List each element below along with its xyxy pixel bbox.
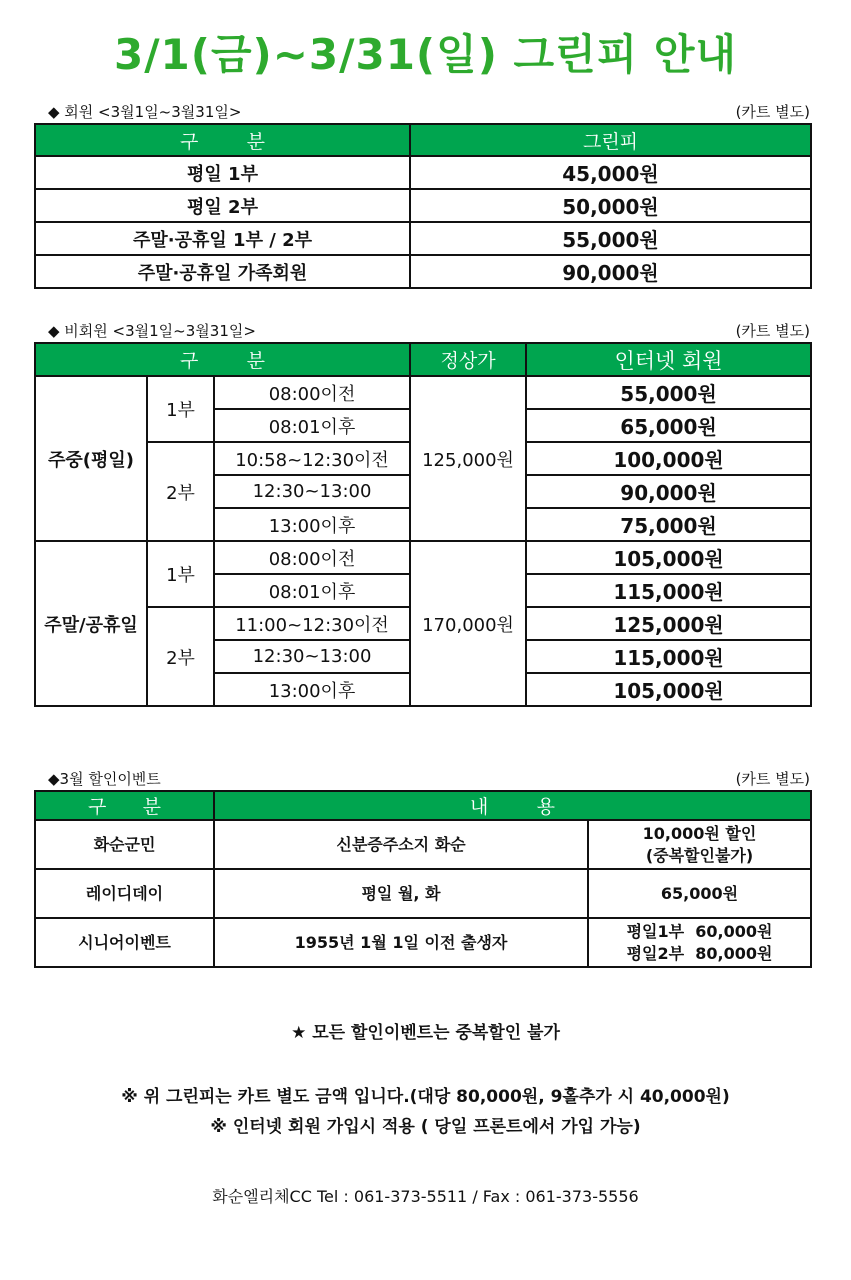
internet-member-notice: ※ 인터넷 회원 가입시 적용 ( 당일 프론트에서 가입 가능) <box>210 1117 641 1137</box>
row-price: 45,000원 <box>410 156 811 189</box>
events-section-label: ◆3월 할인이벤트 <box>48 770 161 788</box>
header-green-fee: 그린피 <box>410 124 811 156</box>
table-row <box>35 376 811 409</box>
event-content: 신분증주소지 화순 <box>214 820 588 869</box>
event-name: 화순군민 <box>35 820 214 869</box>
event-content: 평일 월, 화 <box>214 869 588 918</box>
events-table-header-row <box>35 791 811 820</box>
header-internet-member: 인터넷 회원 <box>526 343 811 376</box>
table-row <box>35 869 811 918</box>
table-row <box>35 222 811 255</box>
header-category: 구 분 <box>35 791 214 820</box>
no-duplicate-discount-notice: ★ 모든 할인이벤트는 중복할인 불가 <box>291 1023 560 1043</box>
member-fee-table <box>34 123 812 289</box>
part-label: 2부 <box>147 442 214 541</box>
contact-info: 화순엘리체CC Tel : 061-373-5511 / Fax : 061-373-5556 <box>212 1187 639 1206</box>
time-slot: 08:01이후 <box>214 574 410 607</box>
events-cart-note: (카트 별도) <box>735 770 810 788</box>
table-row <box>35 189 811 222</box>
time-slot: 08:00이전 <box>214 541 410 574</box>
internet-price: 115,000원 <box>526 574 811 607</box>
time-slot: 13:00이후 <box>214 508 410 541</box>
time-slot: 12:30~13:00 <box>214 640 410 673</box>
table-row <box>35 918 811 967</box>
regular-price: 170,000원 <box>410 541 526 706</box>
page-title: 3/1(금)~3/31(일) 그린피 안내 <box>113 30 738 79</box>
row-name: 주말·공휴일 1부 / 2부 <box>35 222 410 255</box>
internet-price: 125,000원 <box>526 607 811 640</box>
nonmember-fee-table <box>34 342 812 707</box>
nonmember-cart-note: (카트 별도) <box>735 322 810 340</box>
time-slot: 10:58~12:30이전 <box>214 442 410 475</box>
member-section-label: ◆ 회원 <3월1일~3월31일> <box>48 103 242 121</box>
events-section <box>34 768 810 968</box>
time-slot: 12:30~13:00 <box>214 475 410 508</box>
time-slot: 08:00이전 <box>214 376 410 409</box>
table-row <box>35 541 811 574</box>
internet-price: 90,000원 <box>526 475 811 508</box>
internet-price: 55,000원 <box>526 376 811 409</box>
event-name: 레이디데이 <box>35 869 214 918</box>
table-row <box>35 820 811 869</box>
nonmember-table-header-row <box>35 343 811 376</box>
header-content: 내 용 <box>214 791 811 820</box>
internet-price: 105,000원 <box>526 673 811 706</box>
cart-fee-notice: ※ 위 그린피는 카트 별도 금액 입니다.(대당 80,000원, 9홀추가 시 40,000원) <box>121 1087 730 1107</box>
event-benefit <box>588 918 811 967</box>
time-slot: 13:00이후 <box>214 673 410 706</box>
part-label: 1부 <box>147 541 214 607</box>
internet-price: 75,000원 <box>526 508 811 541</box>
event-benefit <box>588 869 811 918</box>
member-section <box>34 101 810 289</box>
events-table <box>34 790 812 968</box>
part-label: 1부 <box>147 376 214 442</box>
internet-price: 105,000원 <box>526 541 811 574</box>
nonmember-section <box>34 320 810 707</box>
row-name: 평일 2부 <box>35 189 410 222</box>
category-weekend: 주말/공휴일 <box>35 541 147 706</box>
event-name: 시니어이벤트 <box>35 918 214 967</box>
row-price: 50,000원 <box>410 189 811 222</box>
row-name: 주말·공휴일 가족회원 <box>35 255 410 288</box>
event-benefit-line: (중복할인불가) <box>645 845 754 865</box>
event-benefit-line: 10,000원 할인 <box>642 823 757 843</box>
nonmember-section-label: ◆ 비회원 <3월1일~3월31일> <box>48 322 256 340</box>
event-benefit <box>588 820 811 869</box>
member-table-header-row <box>35 124 811 156</box>
category-weekday: 주중(평일) <box>35 376 147 541</box>
internet-price: 115,000원 <box>526 640 811 673</box>
table-row <box>35 255 811 288</box>
row-name: 평일 1부 <box>35 156 410 189</box>
regular-price: 125,000원 <box>410 376 526 541</box>
internet-price: 65,000원 <box>526 409 811 442</box>
row-price: 90,000원 <box>410 255 811 288</box>
internet-price: 100,000원 <box>526 442 811 475</box>
events-section-header <box>34 768 810 790</box>
table-row <box>35 156 811 189</box>
time-slot: 11:00~12:30이전 <box>214 607 410 640</box>
part-label: 2부 <box>147 607 214 706</box>
header-regular-price: 정상가 <box>410 343 526 376</box>
event-benefit-line: 65,000원 <box>660 883 739 903</box>
member-section-header <box>34 101 810 123</box>
event-content: 1955년 1월 1일 이전 출생자 <box>214 918 588 967</box>
event-benefit-line: 평일1부 60,000원 <box>626 921 773 941</box>
header-category: 구 분 <box>35 124 410 156</box>
member-cart-note: (카트 별도) <box>735 103 810 121</box>
header-category: 구 분 <box>35 343 410 376</box>
event-benefit-line: 평일2부 80,000원 <box>626 943 773 963</box>
time-slot: 08:01이후 <box>214 409 410 442</box>
nonmember-section-header <box>34 320 810 342</box>
row-price: 55,000원 <box>410 222 811 255</box>
